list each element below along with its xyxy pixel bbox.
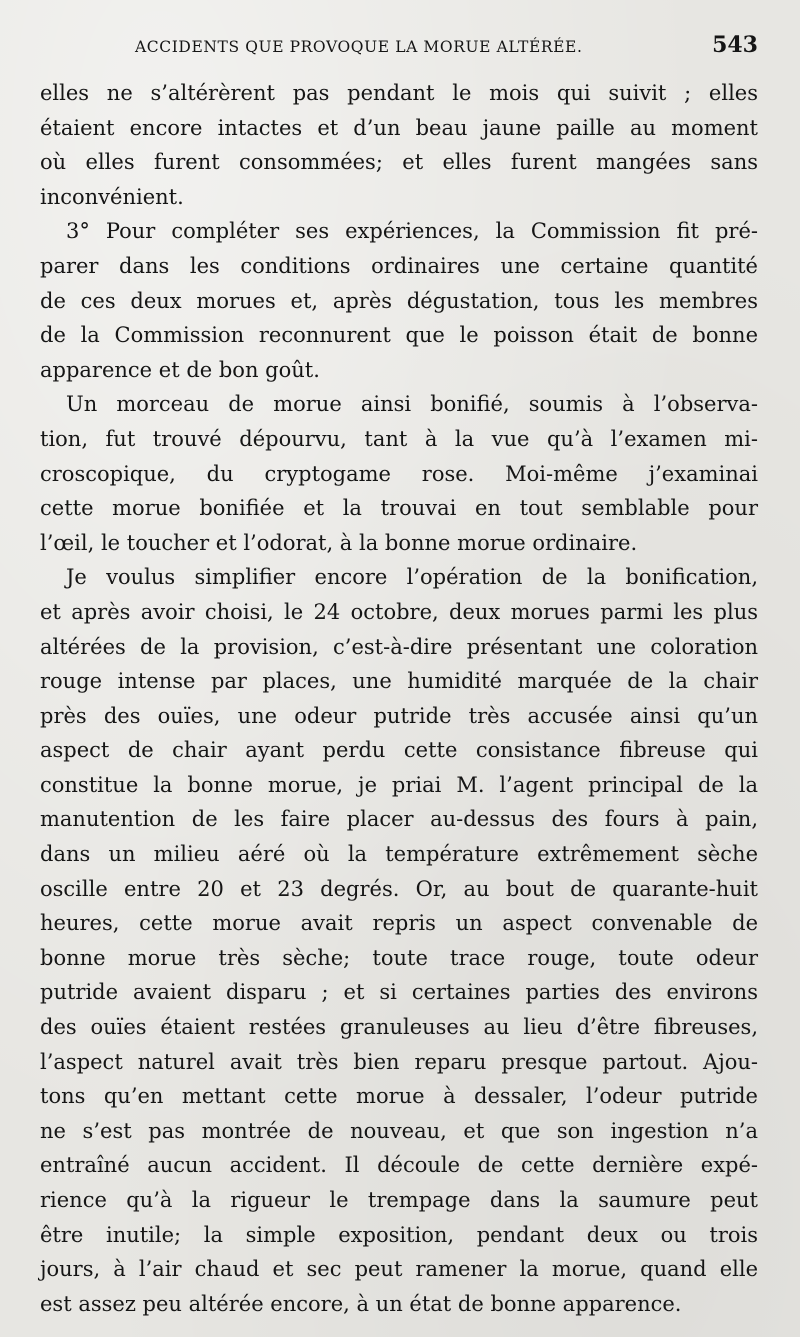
paragraph [40, 214, 758, 387]
text-line: 3° Pour compléter ses expériences, la Commission fit pré- [66, 219, 758, 244]
text-line: elles ne s’altérèrent pas pendant le mois qui suivit ; elles [40, 81, 758, 105]
text-line: croscopique, du cryptogame rose. Moi-même j’examinai [40, 461, 758, 486]
text-line: heures, cette morue avait repris un aspect convenable de [40, 911, 758, 936]
text-line: ne s’est pas montrée de nouveau, et que son ingestion n’a [40, 1118, 758, 1143]
paragraph [40, 76, 758, 214]
text-line: où elles furent consommées; et elles furent mangées sans [40, 150, 758, 175]
text-line: putride avaient disparu ; et si certaines parties des environs [40, 980, 758, 1005]
text-line: bonne morue très sèche; toute trace rouge, toute odeur [40, 945, 758, 970]
text-line: altérées de la provision, c’est-à-dire présentant une coloration [40, 634, 758, 659]
text-line: tion, fut trouvé dépourvu, tant à la vue qu’à l’examen mi- [40, 426, 758, 451]
text-line: inconvénient. [40, 184, 184, 209]
page-number: 543 [712, 32, 758, 58]
text-line: étaient encore intactes et d’un beau jaune paille au moment [40, 115, 758, 140]
text-line: parer dans les conditions ordinaires une certaine quantité [40, 253, 758, 278]
text-line: Un morceau de morue ainsi bonifié, soumis à l’observa- [66, 392, 758, 417]
text-line: manutention de les faire placer au-dessus des fours à pain, [40, 807, 758, 832]
text-line: de ces deux morues et, après dégustation, tous les membres [40, 288, 758, 313]
text-line: l’aspect naturel avait très bien reparu presque partout. Ajou- [40, 1049, 758, 1074]
text-line: entraîné aucun accident. Il découle de cette dernière expé- [40, 1153, 758, 1178]
paragraph [40, 560, 758, 1321]
text-line: près des ouïes, une odeur putride très accusée ainsi qu’un [40, 703, 758, 728]
text-line: tons qu’en mettant cette morue à dessaler, l’odeur putride [40, 1084, 758, 1109]
paragraph [40, 387, 758, 560]
text-line: cette morue bonifiée et la trouvai en tout semblable pour [40, 496, 758, 521]
body-text [40, 76, 758, 1321]
text-line: rience qu’à la rigueur le trempage dans la saumure peut [40, 1188, 758, 1212]
text-line: jours, à l’air chaud et sec peut ramener la morue, quand elle [40, 1257, 758, 1282]
text-line: l’œil, le toucher et l’odorat, à la bonne morue ordinaire. [40, 530, 638, 555]
text-line: apparence et de bon goût. [40, 357, 320, 382]
text-line: de la Commission reconnurent que le poisson était de bonne [40, 323, 758, 348]
text-line: rouge intense par places, une humidité marquée de la chair [40, 669, 758, 694]
text-line: des ouïes étaient restées granuleuses au lieu d’être fibreuses, [40, 1015, 758, 1040]
running-header [40, 32, 758, 76]
text-line: oscille entre 20 et 23 degrés. Or, au bout de quarante-huit [40, 876, 758, 901]
text-line: dans un milieu aéré où la température extrêmement sèche [40, 842, 758, 867]
running-title: ACCIDENTS QUE PROVOQUE LA MORUE ALTÉRÉE. [135, 38, 583, 56]
text-line: est assez peu altérée encore, à un état de bonne apparence. [40, 1291, 682, 1316]
text-line: et après avoir choisi, le 24 octobre, deux morues parmi les plus [40, 599, 758, 624]
text-line: constitue la bonne morue, je priai M. l’agent principal de la [40, 772, 758, 797]
text-line: aspect de chair ayant perdu cette consistance fibreuse qui [40, 738, 758, 763]
text-line: être inutile; la simple exposition, pendant deux ou trois [40, 1222, 758, 1247]
text-line: Je voulus simplifier encore l’opération de la bonification, [66, 565, 758, 590]
